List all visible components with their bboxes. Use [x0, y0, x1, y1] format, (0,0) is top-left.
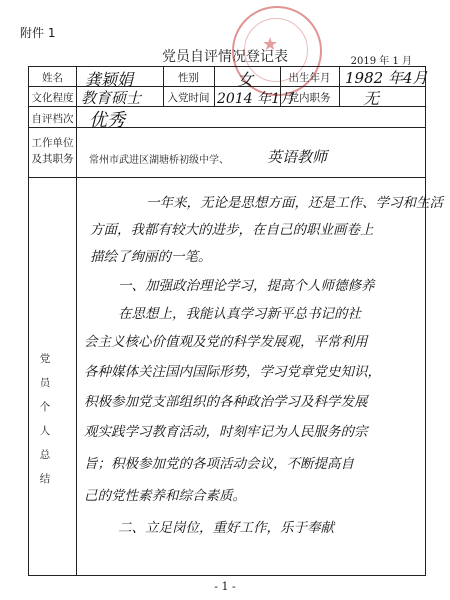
education-value: 教育硕士: [81, 89, 142, 107]
summary-line: 二、立足岗位，重好工作，乐于奉献: [118, 520, 334, 536]
summary-line: 方面，我都有较大的进步，在自己的职业画卷上: [90, 222, 374, 238]
summary-line: 观实践学习教育活动，时刻牢记为人民服务的宗: [84, 424, 368, 440]
self-grade-label: 自评档次: [31, 113, 74, 125]
gender-label: 性别: [178, 72, 199, 84]
row-divider: [29, 177, 425, 178]
job-title-value: 英语教师: [267, 148, 328, 166]
name-label: 姓名: [42, 72, 63, 84]
summary-line: 一年来，无论是思想方面，还是工作、学习和生活: [146, 195, 443, 211]
personal-summary-label: 党 员 个 人 总 结: [39, 353, 51, 485]
summary-line: 旨；积极参加党的各项活动会议，不断提高自: [84, 456, 354, 472]
self-grade-value: 优秀: [89, 110, 125, 131]
join-date-label: 入党时间: [167, 92, 210, 104]
summary-line: 在思想上，我能认真学习新平总书记的社: [118, 306, 361, 322]
work-unit-value: 常州市武进区湖塘桥初级中学、: [89, 155, 229, 166]
birth-label: 出生年月: [288, 72, 331, 84]
summary-line: 会主义核心价值观及党的科学发展观，平常利用: [84, 334, 368, 350]
join-date-value: 2014 年1月: [217, 91, 294, 107]
party-post-label: 党内职务: [288, 92, 331, 104]
column-divider: [339, 67, 340, 106]
summary-line: 己的党性素养和综合素质。: [84, 488, 246, 504]
gender-value: 女: [237, 70, 254, 89]
education-label: 文化程度: [31, 92, 74, 104]
summary-line: 描绘了绚丽的一笔。: [90, 249, 212, 265]
birth-value: 1982 年4月: [345, 69, 428, 87]
column-divider: [76, 67, 77, 575]
summary-line: 积极参加党支部组织的各种政治学习及科学发展: [84, 394, 368, 410]
page-number: - 1 -: [214, 580, 236, 593]
name-value: 龚颖娟: [85, 70, 134, 89]
column-divider: [214, 67, 215, 106]
work-unit-post-label: 及其职务: [31, 153, 74, 165]
summary-line: 各种媒体关注国内国际形势，学习党章党史知识，: [84, 364, 381, 380]
seal-star-icon: ★: [262, 34, 279, 55]
work-unit-label: 工作单位: [31, 137, 74, 149]
form-title: 党员自评情况登记表: [162, 49, 288, 65]
form-date: 2019 年 1 月: [350, 56, 412, 67]
summary-line: 一、加强政治理论学习，提高个人师德修养: [118, 278, 375, 294]
party-post-value: 无: [363, 89, 380, 108]
attachment-label: 附件 1: [20, 26, 56, 40]
